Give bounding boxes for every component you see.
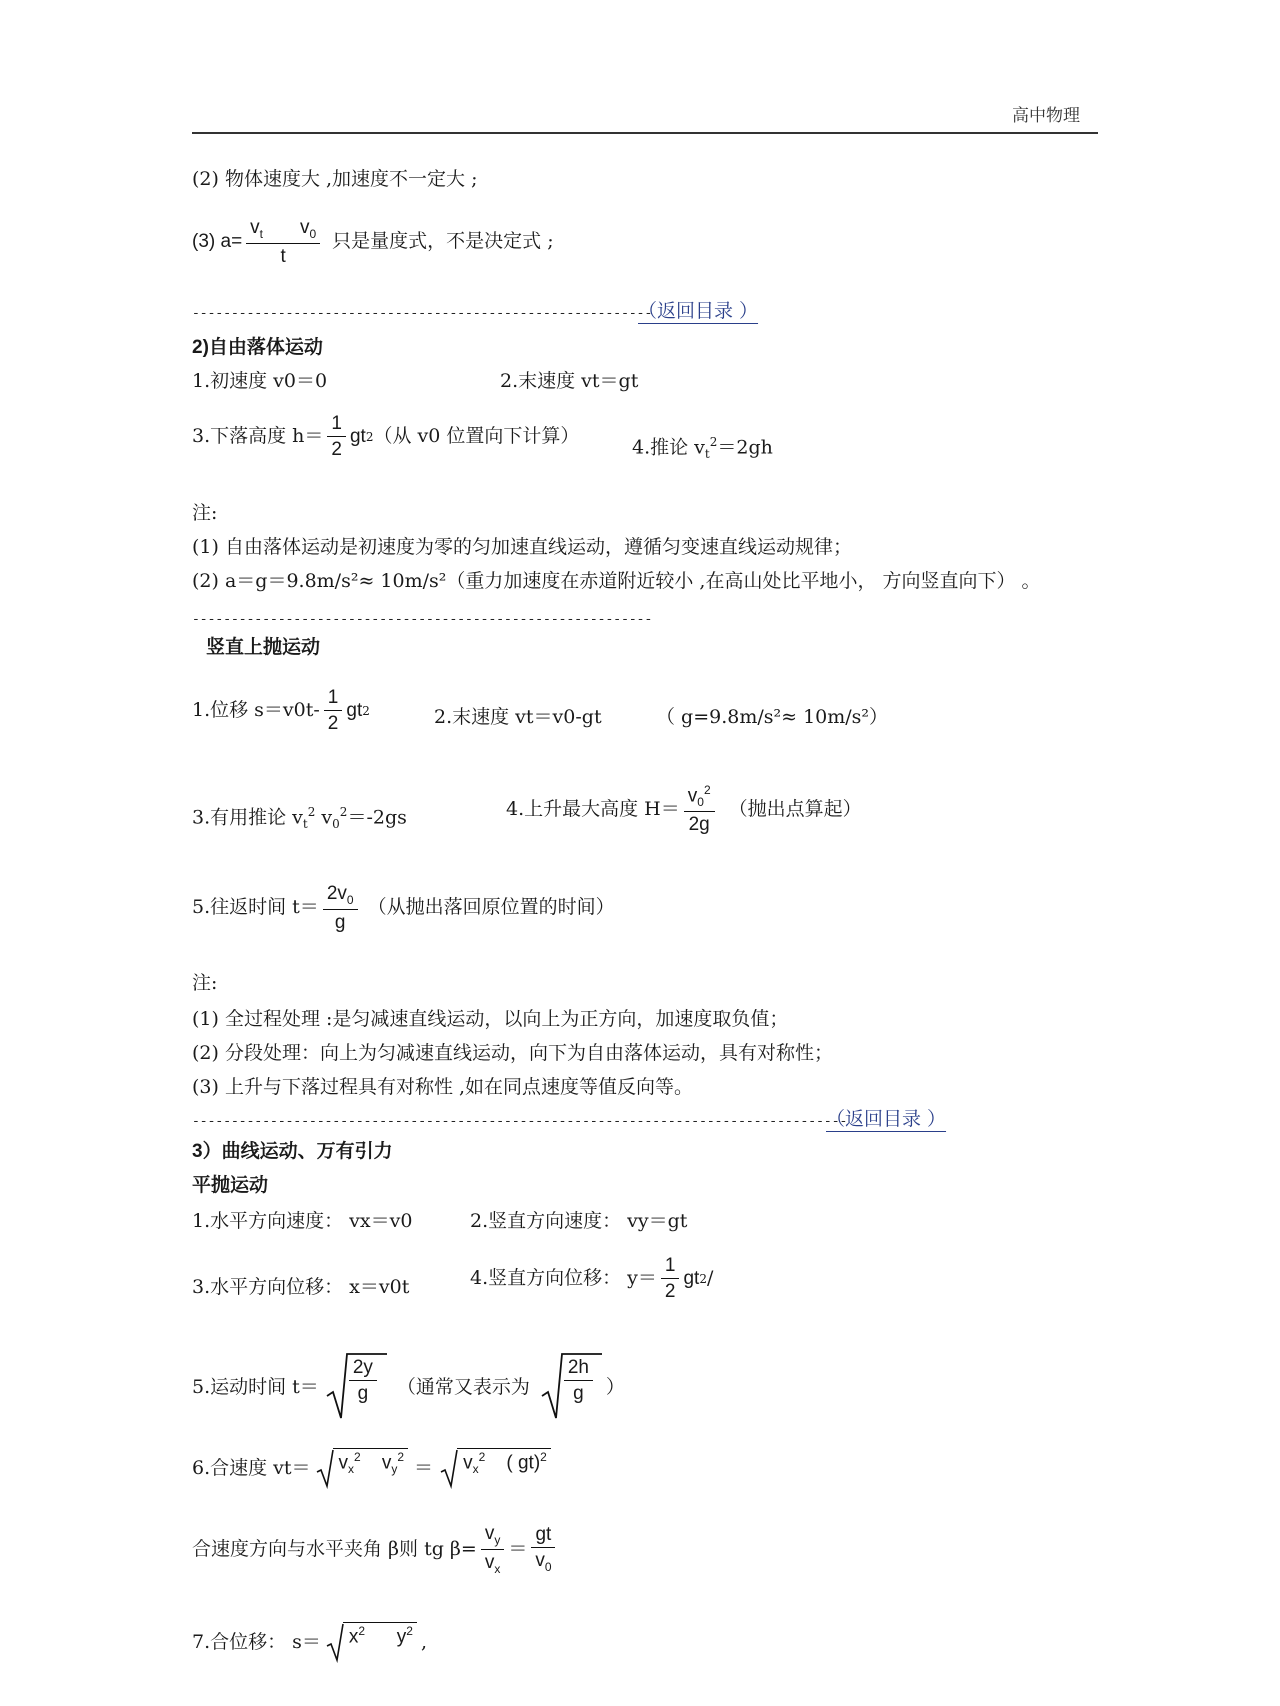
vertical-throw-note-1: (1) 全过程处理 :是匀减速直线运动，以向上为正方向，加速度取负值； xyxy=(192,1008,789,1030)
vy-symbol: v xyxy=(381,1452,392,1474)
max-height-note: （抛出点算起） xyxy=(728,797,862,820)
vertical-velocity: 2.竖直方向速度： vy＝gt xyxy=(470,1210,688,1232)
free-fall-height-line xyxy=(192,414,579,459)
vertical-throw-corollary xyxy=(192,806,407,830)
displacement-gt: gt xyxy=(346,700,363,721)
accel-formula-line xyxy=(192,218,554,266)
vt-corollary-tail: ＝-2gs xyxy=(347,806,407,829)
velocity-angle-fraction-1 xyxy=(481,1524,505,1575)
back-to-toc-link-1[interactable] xyxy=(638,302,758,321)
vertical-displacement-prefix: 4.竖直方向位移： y＝ xyxy=(470,1267,657,1289)
vx-sub: x xyxy=(348,1462,355,1477)
y-symbol: y xyxy=(396,1626,407,1648)
round-trip-prefix: 5.往返时间 t＝ xyxy=(192,896,319,919)
displacement-prefix: 1.位移 s＝v0t- xyxy=(192,699,320,721)
back-to-toc-link-1-label[interactable]: （返回目录 ） xyxy=(638,300,759,322)
horizontal-velocity: 1.水平方向速度： vx＝v0 xyxy=(192,1210,413,1232)
resultant-displacement-radicand xyxy=(343,1622,417,1646)
y-sup: 2 xyxy=(406,1624,413,1638)
displacement-half-fraction xyxy=(324,688,343,733)
vt-corollary-sub-b: 0 xyxy=(332,817,340,832)
velocity-angle-prefix: 合速度方向与水平夹角 β则 tg β= xyxy=(192,1537,477,1560)
gt-exponent: 2 xyxy=(365,429,374,444)
free-fall-corollary xyxy=(632,436,773,460)
max-height-v: v xyxy=(687,785,698,807)
vt-corollary-sup-b: 2 xyxy=(339,805,348,819)
round-trip-numerator xyxy=(323,884,358,910)
vertical-throw-g-note: （ g=9.8m/s²≈ 10m/s²） xyxy=(656,706,889,728)
x-sup: 2 xyxy=(358,1624,366,1638)
gt-group-sup: 2 xyxy=(540,1450,547,1464)
round-trip-2v-sub: 0 xyxy=(346,892,354,907)
flight-time-alt-num: 2h xyxy=(564,1358,593,1381)
corollary-tail: ＝2gh xyxy=(717,436,773,459)
section-divider-1: ----------------------------------------------------------- xyxy=(192,306,653,321)
flight-time-sqrt xyxy=(325,1352,387,1422)
vx2-symbol: v xyxy=(463,1452,473,1474)
vertical-throw-final-velocity: 2.末速度 vt＝v0-gt xyxy=(434,706,602,728)
flight-time-line xyxy=(192,1352,625,1422)
flight-time-end: ） xyxy=(605,1375,625,1398)
half-fraction-numerator: 1 xyxy=(327,414,346,437)
max-height-denominator: 2g xyxy=(688,814,710,836)
vt-corollary-sub-a: t xyxy=(302,817,308,832)
velocity-angle-num-1 xyxy=(481,1524,505,1550)
velocity-angle-fraction-2 xyxy=(531,1525,555,1573)
displacement-half-den: 2 xyxy=(327,713,339,734)
gt-term: gt xyxy=(349,426,366,447)
max-height-v-sub: 0 xyxy=(697,795,704,810)
velocity-angle-num-2: gt xyxy=(531,1525,555,1548)
sqrt-sign-icon-5 xyxy=(325,1622,345,1662)
vertical-throw-round-trip xyxy=(192,884,615,932)
resultant-velocity-radicand-1 xyxy=(333,1448,409,1475)
accel-fraction-numerator xyxy=(246,218,320,244)
flight-time-den: g xyxy=(357,1383,369,1404)
displacement-gt-exp: 2 xyxy=(362,703,370,718)
vx-symbol: v xyxy=(338,1452,349,1474)
resultant-displacement-sqrt xyxy=(325,1622,417,1662)
free-fall-height-note: （从 v0 位置向下计算） xyxy=(373,425,580,447)
angle-vx-sub: x xyxy=(494,1561,501,1576)
resultant-velocity-prefix: 6.合速度 vt＝ xyxy=(192,1456,311,1479)
flight-time-prefix: 5.运动时间 t＝ xyxy=(192,1375,319,1398)
round-trip-denominator: g xyxy=(334,911,346,933)
accel-fraction xyxy=(246,218,320,266)
flight-time-num: 2y xyxy=(349,1358,377,1381)
vx2-sub: x xyxy=(472,1462,479,1477)
free-fall-height-prefix: 3.下落高度 h＝ xyxy=(192,425,324,447)
max-height-fraction xyxy=(684,784,715,834)
back-to-toc-link-2[interactable] xyxy=(826,1110,946,1129)
accel-fraction-denominator: t xyxy=(280,245,286,267)
sqrt-sign-icon-3 xyxy=(315,1448,335,1488)
accel-formula-suffix: 只是量度式，不是决定式 ; xyxy=(332,230,554,253)
section-divider-3: ------------------------------------------------------------------------------------ xyxy=(192,1114,848,1129)
resultant-velocity-sqrt-2 xyxy=(439,1448,551,1488)
free-fall-final-velocity: 2.末速度 vt＝gt xyxy=(500,370,639,392)
resultant-displacement-line xyxy=(192,1622,427,1662)
vertical-throw-max-height xyxy=(506,784,862,834)
curved-motion-title: 3）曲线运动、万有引力 xyxy=(192,1141,393,1162)
flight-time-alt-label: （通常又表示为 xyxy=(396,1375,530,1398)
v0-symbol: v xyxy=(299,217,310,238)
vertical-throw-note-label: 注: xyxy=(192,972,218,994)
round-trip-2v: 2v xyxy=(326,883,347,904)
vertical-throw-displacement xyxy=(192,688,370,733)
angle-vy: v xyxy=(484,1523,495,1544)
header-rule xyxy=(192,132,1098,134)
resultant-displacement-end: , xyxy=(420,1630,428,1653)
angle-v0-sub: 0 xyxy=(544,1560,552,1575)
v0-sub: 0 xyxy=(309,226,317,241)
max-height-v-sup: 2 xyxy=(703,783,711,797)
angle-vy-sub: y xyxy=(494,1532,501,1547)
velocity-angle-equals: ＝ xyxy=(508,1537,528,1560)
half-fraction-denominator: 2 xyxy=(331,439,342,460)
velocity-angle-den-2 xyxy=(531,1548,555,1573)
resultant-velocity-radicand-2 xyxy=(457,1448,551,1475)
vertical-displacement xyxy=(470,1256,713,1301)
vertical-displacement-fraction xyxy=(661,1256,680,1301)
free-fall-note-1: (1) 自由落体运动是初速度为零的匀加速直线运动，遵循匀变速直线运动规律； xyxy=(192,536,852,558)
flight-time-fraction xyxy=(349,1358,377,1403)
max-height-prefix: 4.上升最大高度 H＝ xyxy=(506,797,680,820)
angle-vx: v xyxy=(484,1551,495,1573)
corollary-prefix: 4.推论 v xyxy=(632,436,705,459)
back-to-toc-link-2-label[interactable]: （返回目录 ） xyxy=(826,1108,947,1130)
free-fall-title: 2)自由落体运动 xyxy=(192,337,323,358)
vt-symbol: v xyxy=(250,217,260,238)
vt-corollary-sup-a: 2 xyxy=(307,805,316,819)
velocity-angle-den-1 xyxy=(481,1550,505,1575)
round-trip-note: （从抛出落回原位置的时间） xyxy=(367,896,615,919)
resultant-displacement-prefix: 7.合位移： s＝ xyxy=(192,1630,321,1653)
vx2-sup: 2 xyxy=(478,1450,486,1464)
x-symbol: x xyxy=(348,1626,359,1648)
vy-sub: y xyxy=(391,1462,398,1477)
velocity-angle-line xyxy=(192,1524,560,1575)
half-fraction xyxy=(327,414,346,459)
flight-time-alt-den: g xyxy=(573,1383,584,1404)
projectile-subtitle: 平抛运动 xyxy=(192,1175,269,1196)
vertical-throw-note-2: (2) 分段处理：向上为匀减速直线运动，向下为自由落体运动，具有对称性； xyxy=(192,1042,833,1064)
vt-corollary-prefix: 3.有用推论 v xyxy=(192,806,303,829)
vertical-displacement-gt: gt xyxy=(683,1268,700,1289)
accel-note-2: (2) 物体速度大 ,加速度不一定大 ; xyxy=(192,168,478,190)
vertical-displacement-exp: 2 xyxy=(699,1271,707,1286)
round-trip-fraction xyxy=(323,884,358,932)
flight-time-alt-sqrt xyxy=(540,1352,602,1422)
free-fall-note-2: (2) a＝g＝9.8m/s²≈ 10m/s²（重力加速度在赤道附近较小 ,在高山处比平地小， 方向竖直向下） 。 xyxy=(192,570,1041,592)
corollary-sup: 2 xyxy=(709,435,718,449)
resultant-velocity-line xyxy=(192,1448,551,1488)
vertical-throw-note-3: (3) 上升与下落过程具有对称性 ,如在同点速度等值反向等。 xyxy=(192,1076,694,1098)
vt-corollary-mid: v xyxy=(315,806,333,829)
vertical-throw-title: 竖直上抛运动 xyxy=(206,637,321,658)
corollary-sub: t xyxy=(704,447,710,462)
resultant-velocity-equals: ＝ xyxy=(414,1456,434,1479)
angle-v0: v xyxy=(535,1550,545,1572)
free-fall-initial-velocity: 1.初速度 v0＝0 xyxy=(192,370,328,392)
vy-sup: 2 xyxy=(397,1450,405,1464)
section-divider-2: ----------------------------------------------------------- xyxy=(192,612,653,627)
page-header-title: 高中物理 xyxy=(1012,106,1080,126)
gt-group: ( gt) xyxy=(506,1452,541,1474)
vx-sup: 2 xyxy=(354,1450,361,1464)
flight-time-alt-fraction xyxy=(564,1358,593,1403)
free-fall-note-label: 注: xyxy=(192,502,218,524)
displacement-half-num: 1 xyxy=(324,688,343,711)
max-height-numerator xyxy=(684,784,715,812)
vertical-displacement-end: / xyxy=(706,1267,714,1289)
vertical-displacement-den: 2 xyxy=(664,1281,676,1302)
vertical-displacement-num: 1 xyxy=(661,1256,680,1279)
resultant-velocity-sqrt-1 xyxy=(315,1448,409,1488)
accel-formula-prefix: (3) a= xyxy=(192,231,243,253)
sqrt-sign-icon-4 xyxy=(439,1448,459,1488)
vt-sub: t xyxy=(259,226,264,241)
horizontal-displacement: 3.水平方向位移： x＝v0t xyxy=(192,1276,410,1298)
